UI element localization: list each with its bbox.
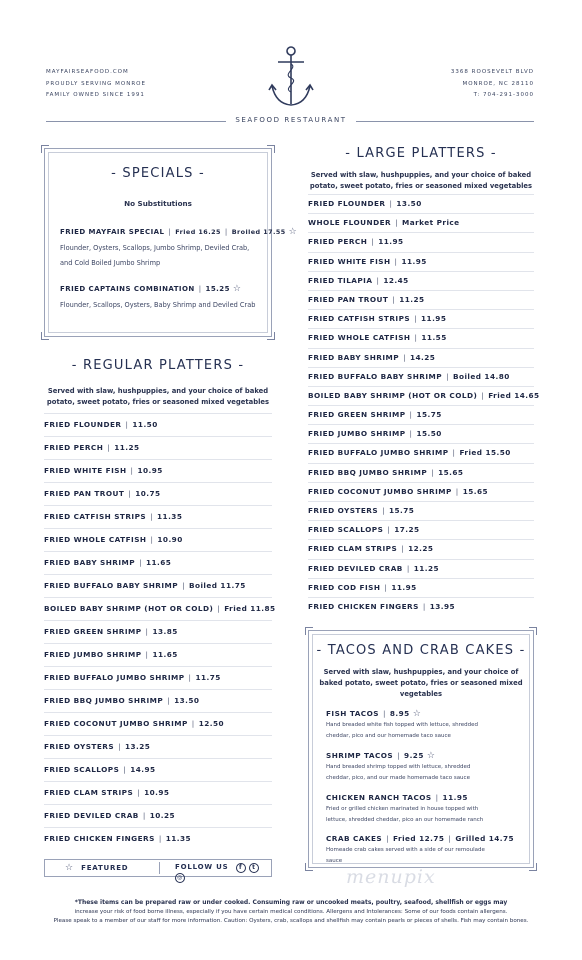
menu-item-row: [44, 413, 272, 436]
menu-item-row: [308, 405, 534, 424]
row-divider: [44, 712, 272, 713]
menu-item-row: [308, 559, 534, 578]
menu-item-row: [308, 252, 534, 271]
menu-item-row: [308, 271, 534, 290]
menu-item-name: FRIED BABY SHRIMP: [44, 558, 136, 567]
menu-item-row: [308, 424, 534, 443]
large-platters-list: [308, 194, 540, 616]
menu-item-name: FRIED BUFFALO JUMBO SHRIMP: [44, 673, 185, 682]
menu-item-name: FRIED BUFFALO BABY SHRIMP: [44, 581, 179, 590]
price-separator: |: [125, 420, 129, 429]
featured-star-icon: ☆: [288, 227, 298, 237]
menu-item-row: [44, 689, 272, 712]
row-divider: [308, 213, 534, 214]
menu-item: [44, 650, 178, 659]
menu-item-row: [308, 328, 534, 347]
row-divider: [44, 459, 272, 460]
menu-item: [308, 295, 425, 304]
menu-item: [308, 429, 442, 438]
featured-star-icon: ☆: [65, 863, 74, 873]
large-platters-rows: [308, 194, 540, 616]
menu-item-row: [44, 597, 276, 620]
menu-item-name: FRIED BABY SHRIMP: [308, 352, 400, 362]
price-separator: |: [455, 486, 459, 496]
row-divider: [44, 528, 272, 529]
menu-item-name: FRIED GREEN SHRIMP: [44, 627, 142, 636]
menu-item-price: Boiled 11.75: [188, 581, 246, 590]
menu-item: [308, 506, 414, 515]
menu-item-row: [308, 501, 534, 520]
menu-item-price: Market Price: [402, 218, 460, 228]
menu-item-price: 11.65: [152, 650, 178, 659]
price-separator: |: [409, 429, 413, 439]
price-separator: |: [123, 765, 127, 774]
restaurant-type: SEAFOOD RESTAURANT: [235, 116, 347, 124]
price-separator: |: [150, 512, 154, 521]
since-text: FAMILY OWNED SINCE 1991: [46, 92, 145, 98]
menu-item-price: 11.95: [421, 314, 447, 324]
menu-item-price: 11.25: [114, 443, 140, 452]
menu-item-name: FRIED BUFFALO BABY SHRIMP: [308, 371, 443, 381]
menu-item: [308, 391, 540, 400]
featured-star-icon: ☆: [426, 751, 436, 761]
menu-item: [44, 443, 140, 452]
menu-item-row: [44, 666, 272, 689]
menu-item-row: [308, 578, 534, 597]
menu-item: [44, 765, 156, 774]
row-divider: [44, 781, 272, 782]
instagram-icon[interactable]: ◎: [176, 874, 184, 881]
price-separator: |: [128, 489, 132, 498]
row-divider: [308, 367, 534, 368]
menu-item-price: 15.65: [462, 486, 489, 496]
menu-item: [308, 583, 417, 592]
menu-item-row: [44, 735, 272, 758]
tacos-subtitle: Served with slaw, hushpuppies, and your choice of baked potato, sweet potato, fries or seasoned mixed vegetables: [319, 668, 523, 698]
menu-item-price: 10.25: [149, 811, 176, 820]
menu-item-name: FRIED CATFISH STRIPS: [44, 512, 147, 521]
price-separator: |: [422, 601, 426, 611]
price-separator: |: [409, 410, 413, 420]
price-separator: |: [414, 314, 418, 324]
taco-item-chicken-ranch: CHICKEN RANCH TACOS | 11.95: [326, 793, 468, 802]
menu-item-price: 15.75: [416, 410, 442, 420]
menu-item: [44, 466, 163, 475]
menu-item-price: 13.50: [174, 696, 200, 705]
menu-item-row: [44, 551, 272, 574]
menu-item-name: FRIED CLAM STRIPS: [308, 544, 398, 554]
menu-item-name: FRIED TILAPIA: [308, 275, 373, 285]
menu-item-row: [308, 443, 534, 462]
menu-item-name: FRIED SCALLOPS: [308, 525, 384, 535]
menu-item-name: FRIED WHOLE CATFISH: [44, 535, 147, 544]
tagline-text: PROUDLY SERVING MONROE: [46, 80, 146, 87]
price-separator: |: [371, 237, 375, 247]
row-divider: [308, 520, 534, 521]
menu-item-row: [44, 574, 272, 597]
menu-item: [44, 719, 224, 728]
row-divider: [308, 405, 534, 406]
price-separator: |: [481, 390, 485, 400]
row-divider: [308, 328, 534, 329]
row-divider: [44, 758, 272, 759]
special-desc-mayfair: Flounder, Oysters, Scallops, Jumbo Shrimp, Deviled Crab, and Cold Boiled Jumbo Shrimp: [60, 244, 250, 267]
row-divider: [308, 501, 534, 502]
price-separator: |: [139, 558, 142, 567]
row-divider: [308, 424, 534, 425]
menu-item-price: 10.90: [157, 535, 183, 544]
price-separator: |: [406, 563, 410, 573]
price-separator: |: [394, 256, 398, 266]
menu-item-price: 14.95: [130, 765, 156, 774]
price-separator: |: [389, 199, 393, 208]
menu-item: [44, 788, 169, 797]
menu-item-name: FRIED JUMBO SHRIMP: [44, 650, 142, 659]
row-divider: [308, 194, 534, 195]
menu-item-name: FRIED PAN TROUT: [44, 489, 125, 498]
row-divider: [44, 482, 272, 483]
menu-item-name: FRIED FLOUNDER: [44, 420, 122, 429]
menu-item: [308, 333, 447, 342]
menu-item-name: FRIED PERCH: [44, 443, 104, 452]
menu-item-price: 10.95: [137, 466, 163, 475]
menu-item-name: FRIED BUFFALO JUMBO SHRIMP: [308, 448, 449, 458]
row-divider: [44, 597, 272, 598]
price-separator: |: [145, 650, 149, 659]
menu-item: [308, 237, 404, 246]
regular-platters-title: - REGULAR PLATTERS -: [71, 358, 245, 373]
price-separator: |: [392, 294, 396, 304]
price-separator: |: [145, 627, 149, 636]
menu-item-price: 14.25: [409, 352, 436, 362]
row-divider: [308, 271, 534, 272]
menu-item-row: [308, 367, 534, 386]
price-separator: |: [107, 443, 111, 452]
price-separator: |: [401, 544, 405, 554]
menu-item: [44, 604, 276, 613]
menu-item-price: 13.95: [429, 601, 456, 611]
special-item-mayfair: FRIED MAYFAIR SPECIAL | Fried 16.25 | Broiled 17.55 ☆: [60, 227, 298, 237]
row-divider: [44, 574, 272, 575]
menu-item-price: 13.85: [152, 627, 178, 636]
menu-item-row: [44, 459, 272, 482]
menu-item-row: [308, 194, 534, 213]
menu-item-row: [44, 643, 272, 666]
address-line2: MONROE, NC 28110: [462, 80, 534, 87]
menu-item-price: 11.35: [157, 512, 183, 521]
menu-item-price: 12.45: [383, 275, 409, 285]
taco-desc-shrimp: Hand breaded shrimp topped with lettuce, shredded cheddar, pico, and our made homemade taco sauce: [326, 764, 471, 781]
row-divider: [44, 689, 272, 690]
menu-item-row: [44, 827, 272, 850]
header-rule-left: [46, 121, 226, 122]
row-divider: [308, 290, 534, 291]
menu-item-row: [308, 232, 534, 251]
taco-desc-chicken-ranch: Fried or grilled chicken marinated in house topped with lettuce, shredded cheddar, pico an our homemade ranch: [326, 806, 484, 823]
menu-item: [308, 199, 422, 208]
website-text[interactable]: MAYFAIRSEAFOOD.COM: [46, 69, 129, 75]
menu-item-price: 11.95: [391, 582, 417, 592]
menu-item-row: [44, 712, 272, 735]
row-divider: [308, 386, 534, 387]
menu-item-price: 11.55: [421, 333, 447, 343]
menu-item-name: FRIED CHICKEN FINGERS: [44, 834, 155, 843]
menu-item-price: 11.50: [132, 420, 158, 429]
menu-item: [44, 558, 171, 567]
twitter-icon[interactable]: t: [249, 863, 259, 873]
row-divider: [308, 559, 534, 560]
row-divider: [44, 827, 272, 828]
price-separator: |: [384, 582, 388, 592]
menu-item-price: 11.35: [165, 834, 192, 843]
menu-item-row: [308, 520, 534, 539]
menu-item: [44, 420, 158, 429]
menu-item-name: FRIED SCALLOPS: [44, 765, 120, 774]
large-platters-title: - LARGE PLATTERS -: [345, 146, 497, 161]
price-separator: |: [403, 352, 406, 362]
menu-item-price: 10.75: [135, 489, 161, 498]
row-divider: [44, 551, 272, 552]
price-separator: |: [182, 581, 185, 590]
menu-item-name: FRIED BBQ JUMBO SHRIMP: [44, 696, 164, 705]
menu-item: [44, 627, 178, 636]
menu-item: [308, 448, 511, 457]
menu-item-row: [308, 309, 534, 328]
header-info-left: [46, 67, 146, 102]
menu-item: [308, 257, 427, 266]
menu-item-row: [44, 505, 272, 528]
menu-item-name: FRIED CHICKEN FINGERS: [308, 601, 419, 611]
price-separator: |: [191, 719, 195, 728]
row-divider: [44, 413, 272, 414]
price-separator: |: [452, 448, 456, 458]
menu-item-price: 12.50: [198, 719, 225, 728]
row-divider: [308, 482, 534, 483]
menu-item: [308, 314, 446, 323]
menu-item: [308, 353, 435, 362]
menu-item-row: [308, 482, 534, 501]
regular-platters-rows: [44, 413, 276, 850]
row-divider: [44, 735, 272, 736]
menu-item: [44, 673, 221, 682]
menu-item-price: 13.25: [125, 742, 151, 751]
menu-item-price: 11.95: [378, 237, 404, 247]
menu-item-name: FRIED CATFISH STRIPS: [308, 314, 411, 324]
header-info-right: [451, 67, 534, 102]
price-separator: |: [137, 788, 141, 797]
menu-item: [308, 602, 455, 611]
menu-item-name: FRIED COCONUT JUMBO SHRIMP: [44, 719, 188, 728]
menu-item-name: FRIED DEVILED CRAB: [308, 563, 403, 573]
featured-star-icon: ☆: [232, 284, 242, 294]
phone-text[interactable]: T: 704-291-3000: [473, 92, 534, 98]
row-divider: [308, 443, 534, 444]
price-separator: |: [446, 371, 449, 381]
header-rule-right: [356, 121, 534, 122]
menu-item-name: FRIED FLOUNDER: [308, 199, 386, 208]
menu-item-row: [308, 290, 534, 309]
featured-label: FEATURED: [81, 864, 129, 872]
menu-item-row: [44, 781, 272, 804]
menu-item-price: 15.75: [389, 506, 415, 515]
row-divider: [44, 505, 272, 506]
menu-item-row: [308, 213, 534, 232]
tacos-title: - TACOS AND CRAB CAKES -: [316, 643, 526, 658]
menu-item-price: 17.25: [394, 525, 420, 535]
price-separator: |: [118, 742, 121, 751]
row-divider: [308, 232, 534, 233]
regular-platters-subtitle: Served with slaw, hushpuppies, and your choice of baked potato, sweet potato, fries or seasoned mixed vegetables: [46, 387, 270, 406]
menu-item: [44, 581, 246, 590]
menu-item-row: [44, 804, 272, 827]
large-platters-subtitle: Served with slaw, hushpuppies, and your choice of baked potato, sweet potato, fries or seasoned mixed vegetables: [309, 171, 533, 190]
row-divider: [308, 348, 534, 349]
specials-title: - SPECIALS -: [111, 166, 205, 181]
menu-item-price: 11.65: [145, 558, 172, 567]
menu-item: [308, 564, 439, 573]
menu-item-price: 12.25: [408, 544, 434, 554]
menu-item-price: 10.95: [144, 788, 170, 797]
menu-item-name: FRIED COCONUT JUMBO SHRIMP: [308, 486, 452, 496]
footer-disclaimer: *These items can be prepared raw or under cooked. Consuming raw or uncooked meats, poultry, seafood, shellfish or eggs may increase your risk of food borne illness, especially if you have certain medical conditions. Allergens and Intolerances: Some of our foods contain allergens. Please speak to a member of our staff for more information. Caution: Oysters, crab, scallops and shellfish may contain pearls or pieces of shells. Fish may contain bones.: [53, 899, 529, 924]
watermark: menupix: [346, 866, 436, 888]
menu-item-price: Fried 11.85: [224, 604, 276, 613]
menu-item: [308, 544, 433, 553]
price-separator: |: [382, 506, 385, 515]
price-separator: |: [217, 604, 221, 613]
row-divider: [44, 643, 272, 644]
row-divider: [308, 597, 534, 598]
menu-item-name: BOILED BABY SHRIMP (HOT OR COLD): [308, 390, 478, 400]
menu-item-row: [44, 482, 272, 505]
menu-item-name: FRIED DEVILED CRAB: [44, 811, 139, 820]
menu-item: [44, 811, 175, 820]
special-item-captains: FRIED CAPTAINS COMBINATION | 15.25 ☆: [60, 284, 242, 294]
price-separator: |: [376, 275, 380, 285]
price-separator: |: [431, 467, 435, 477]
menu-item-name: FRIED OYSTERS: [44, 742, 115, 751]
menu-item: [44, 696, 199, 705]
row-divider: [44, 804, 272, 805]
menu-item-row: [308, 539, 534, 558]
anchor-logo: [268, 44, 314, 110]
menu-item-name: FRIED COD FISH: [308, 582, 381, 592]
menu-item: [44, 512, 182, 521]
price-separator: |: [167, 696, 171, 705]
menu-item-row: [308, 348, 534, 367]
address-line1: 3368 ROOSEVELT BLVD: [450, 69, 534, 75]
price-separator: |: [188, 673, 192, 682]
menu-item: [308, 218, 460, 227]
row-divider: [308, 252, 534, 253]
menu-item-row: [308, 463, 534, 482]
menu-item-price: 11.95: [401, 256, 427, 266]
row-divider: [308, 463, 534, 464]
menu-item: [308, 525, 420, 534]
row-divider: [308, 309, 534, 310]
price-separator: |: [414, 333, 418, 343]
menu-item: [308, 276, 409, 285]
menu-item-price: Fried 15.50: [459, 448, 511, 458]
row-divider: [44, 620, 272, 621]
menu-item: [44, 742, 150, 751]
featured-star-icon: ☆: [412, 709, 422, 719]
menu-item-name: WHOLE FLOUNDER: [308, 218, 392, 228]
menu-item-name: FRIED GREEN SHRIMP: [308, 410, 406, 420]
menu-item-price: Fried 14.65: [488, 390, 540, 400]
menu-item-price: Boiled 14.80: [452, 371, 510, 381]
price-separator: |: [130, 466, 134, 475]
menu-item: [44, 535, 183, 544]
price-separator: |: [150, 535, 154, 544]
menu-item-name: FRIED JUMBO SHRIMP: [308, 429, 406, 439]
menu-item: [308, 372, 510, 381]
row-divider: [308, 578, 534, 579]
menu-item-row: [44, 528, 272, 551]
tacos-box: [308, 630, 534, 868]
menu-item: [44, 489, 161, 498]
taco-item-crab-cakes: CRAB CAKES | Fried 12.75 | Grilled 14.75: [326, 834, 515, 843]
menu-item-price: 11.25: [399, 294, 425, 304]
row-divider: [308, 539, 534, 540]
menu-item-name: FRIED PAN TROUT: [308, 294, 389, 304]
menu-item: [308, 468, 463, 477]
featured-bar: [44, 859, 272, 881]
follow-us-label: FOLLOW US: [175, 863, 229, 871]
regular-platters-list: [44, 413, 276, 850]
menu-item: [308, 410, 442, 419]
price-separator: |: [158, 834, 162, 843]
menu-item: [308, 487, 488, 496]
menu-item-price: 11.75: [195, 673, 221, 682]
row-divider: [44, 436, 272, 437]
price-separator: |: [387, 525, 391, 535]
menu-item-name: FRIED BBQ JUMBO SHRIMP: [308, 467, 428, 477]
menu-item-price: 13.50: [396, 199, 422, 208]
specials-subtitle: No Substitutions: [124, 199, 192, 208]
menu-item-name: FRIED WHOLE CATFISH: [308, 333, 411, 343]
menu-item-row: [44, 620, 272, 643]
price-separator: |: [142, 811, 146, 820]
menu-item-row: [44, 758, 272, 781]
menu-item-row: [308, 597, 534, 616]
taco-item-shrimp: SHRIMP TACOS | 9.25 ☆: [326, 751, 436, 761]
menu-item-row: [44, 436, 272, 459]
price-separator: |: [395, 218, 399, 228]
menu-item-name: FRIED PERCH: [308, 237, 368, 247]
special-desc-captains: Flounder, Scallops, Oysters, Baby Shrimp and Deviled Crab: [60, 301, 256, 309]
taco-item-fish: FISH TACOS | 8.95 ☆: [326, 709, 422, 719]
facebook-icon[interactable]: f: [236, 863, 246, 873]
row-divider: [44, 666, 272, 667]
menu-item-price: 11.25: [413, 563, 440, 573]
menu-item: [44, 834, 191, 843]
menu-item-price: 15.65: [438, 467, 464, 477]
menu-item-name: FRIED CLAM STRIPS: [44, 788, 134, 797]
menu-item-name: BOILED BABY SHRIMP (HOT OR COLD): [44, 604, 214, 613]
menu-item-name: FRIED WHITE FISH: [308, 256, 391, 266]
menu-item-row: [308, 386, 540, 405]
menu-item-name: FRIED WHITE FISH: [44, 466, 127, 475]
taco-desc-crab-cakes: Homeade crab cakes served with a side of our remoulade sauce: [326, 847, 485, 864]
menu-item-price: 15.50: [416, 429, 442, 439]
menu-item-name: FRIED OYSTERS: [308, 506, 379, 515]
taco-desc-fish: Hand breaded white fish topped with lettuce, shredded cheddar, pico and our homemade taco sauce: [326, 722, 478, 739]
